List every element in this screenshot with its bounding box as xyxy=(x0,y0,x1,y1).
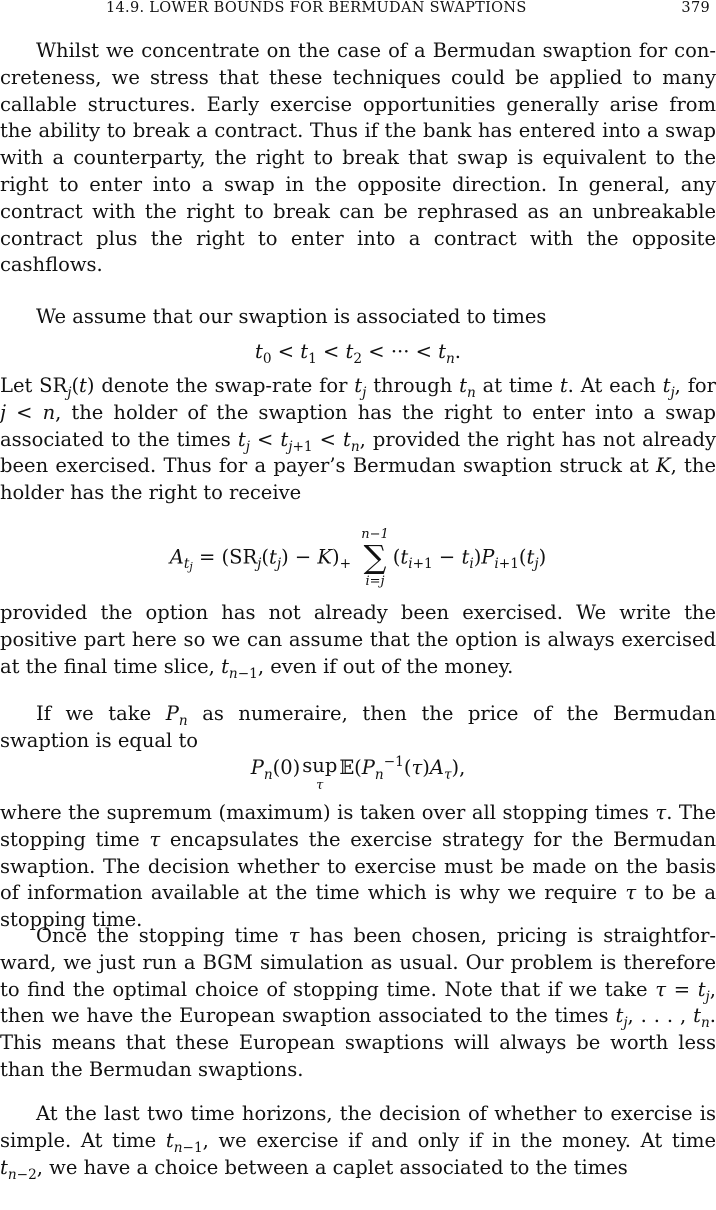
summation-symbol: n−1 ∑ i=j xyxy=(361,527,389,589)
paragraph-stopping-time: where the supremum (maximum) is taken over all stopping times τ. The stopping time τ encapsulates the exercise strategy for the Bermudan swaption. The decision whether to exercise must be made on the basis of information available at the time which is why we require τ to be a stopping time. xyxy=(0,801,716,932)
equation-time-ordering: $t_0 < t_1 < t_2$ < ··· < $t_n$. xyxy=(254,340,461,367)
paragraph-last-two-horizons: At the last two time horizons, the decision of whether to exercise is simple. At time $t_{n-1}$, we exercise if and only if in the money. At time $t_{n-2}$, we have a choice between a caplet associated to the times xyxy=(0,1102,716,1183)
equation-price-supremum: $P_n(0)$ sup τ $𝔼(P_n^{-1}(\tau)A_\tau)$, xyxy=(250,753,466,793)
paragraph-callable-structures: Whilst we concentrate on the case of a Bermudan swaption for concreteness, we stress that these techniques could be applied to many callable structures. Early exercise opportunities generally arise from the ability to break a contract. Thus if the bank has entered into a swap with a counterparty, the right to break that swap is equivalent to the right to enter into a swap in the opposite direction. In general, any contract with the right to break can be rephrased as an unbreakable contract plus the right to enter into a contract with the opposite cashflows. xyxy=(0,39,716,277)
section-title: 14.9. LOWER BOUNDS FOR BERMUDAN SWAPTIONS xyxy=(106,0,527,16)
paragraph-swaption-times: We assume that our swaption is associated to times xyxy=(36,305,547,328)
supremum-operator: sup τ xyxy=(302,754,338,793)
running-head xyxy=(0,0,716,22)
paragraph-swap-rate-definition: Let $SR_j(t)$ denote the swap-rate for $t_j$ through $t_n$ at time t. At each $t_j$, for j < n, the holder of the swaption has the right to enter into a swap associated to the times $t_j < t_{j+1} < t_n$, provided the right has not already been exercised. Thus for a payer’s Bermudan swaption struck at K, the holder has the right to receive xyxy=(0,374,716,505)
equation-payoff: $A_{tj} = (SR_j(t_j) - K)_+$ n−1 ∑ i=j $(t_{i+1} - t_i)P_{i+1}(t_j)$ xyxy=(169,527,547,589)
paragraph-numeraire: If we take $P_n$ as numeraire, then the price of the Bermudan swaption is equal to xyxy=(0,702,716,752)
paragraph-positive-part: provided the option has not already been exercised. We write the positive part here so we can assume that the option is always exercised at the final time slice, $t_{n-1}$, even if out of the money. xyxy=(0,601,716,682)
page-number: 379 xyxy=(681,0,710,16)
paragraph-bgm-simulation: Once the stopping time τ has been chosen, pricing is straightforward, we just run a BGM simulation as usual. Our problem is therefore to find the optimal choice of stopping time. Note that if we take $\tau = t_j$, then we have the European swaption associated to the times $t_j$, . . . , $t_n$. This means that these European swaptions will always be worth less than the Bermudan swaptions. xyxy=(0,924,716,1081)
